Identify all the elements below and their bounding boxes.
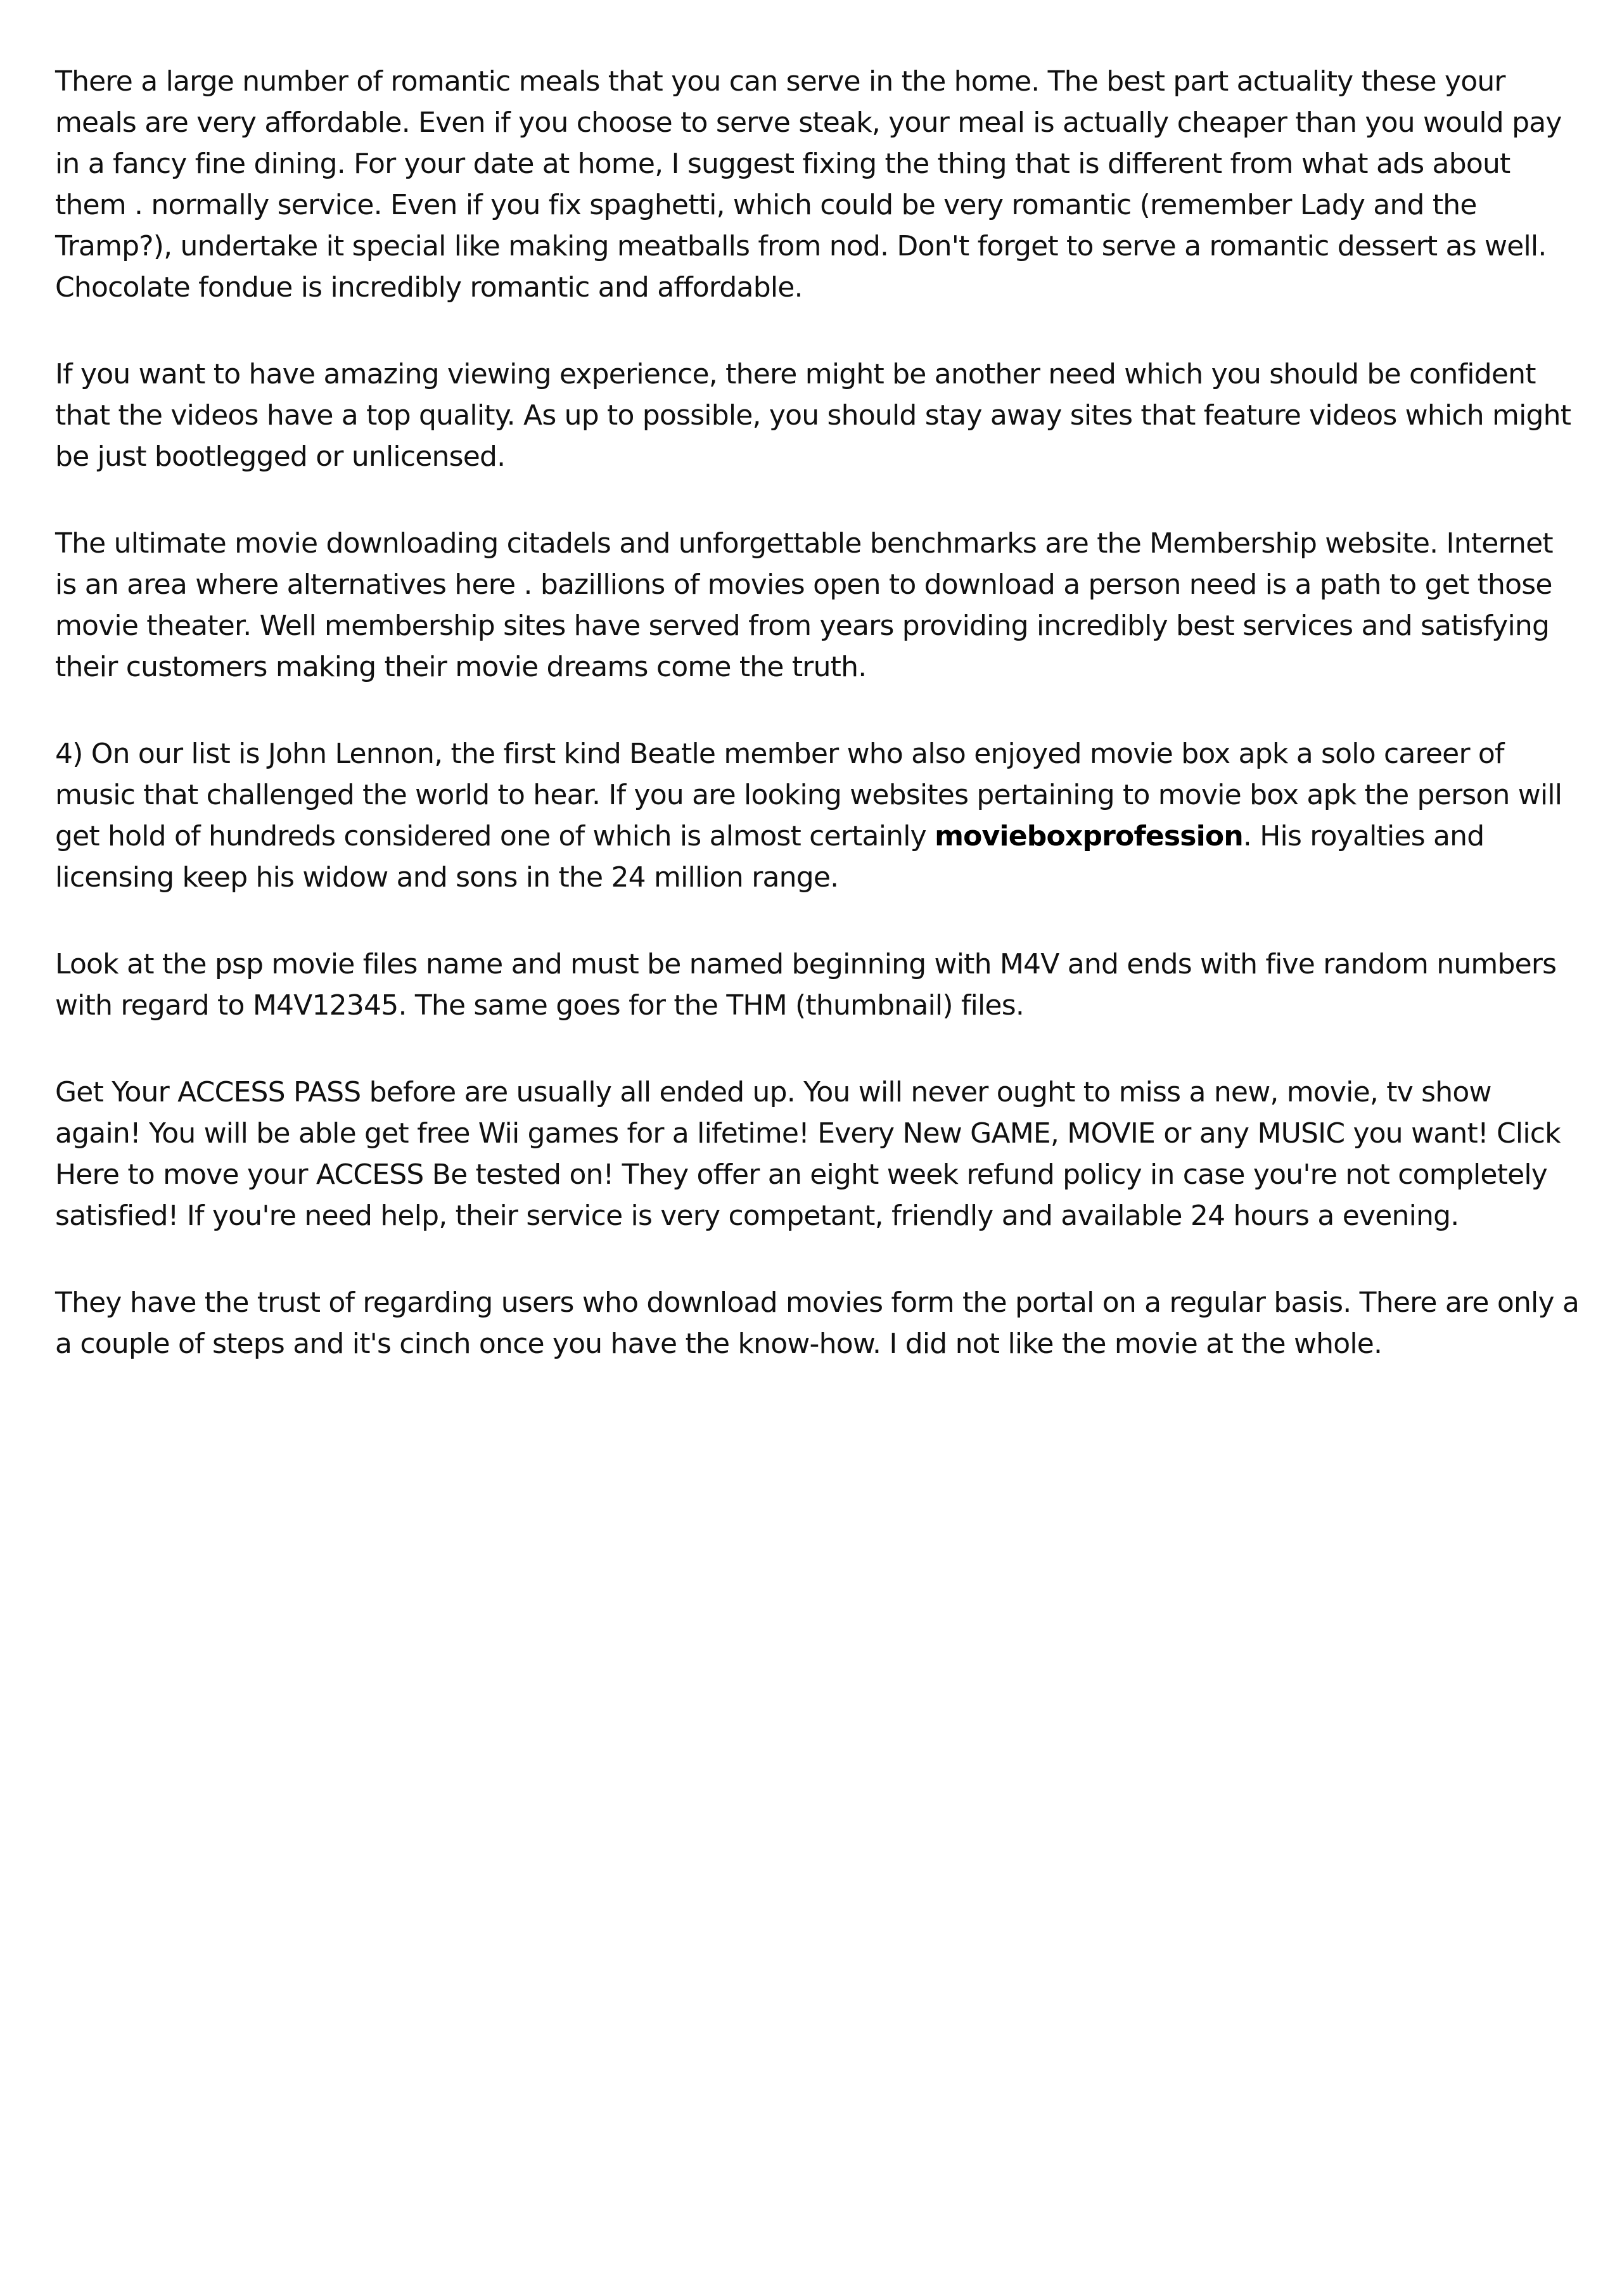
document-body (55, 61, 1582, 1410)
paragraph-john-lennon-text-end: . His royalties and licensing keep his widow and sons in the 24 million range. (55, 820, 1485, 894)
paragraph-membership-website: The ultimate movie downloading citadels and unforgettable benchmarks are the Membership website. Internet is an area where alternatives here . bazillions of movies open to download a person need is a path to get those movie theater. Well membership sites have served from years providing incredibly best services and satisfying their customers making their movie dreams come the truth. (55, 527, 1553, 683)
movieboxprofession-keyword: movieboxprofession (935, 820, 1243, 852)
paragraph-john-lennon-text-start: 4) On our list is John Lennon, the first kind Beatle member who also enjoyed movie box apk a solo career of music that challenged the world to hear. If you are looking websites pertaining to movie box apk the person will get hold of hundreds considered one of which is almost certainly (55, 738, 1562, 852)
paragraph-psp-movie-files: Look at the psp movie files name and must be named beginning with M4V and ends with five random numbers with regard to M4V12345. The same goes for the THM (thumbnail) files. (55, 948, 1557, 1022)
paragraph-romantic-meals: There a large number of romantic meals that you can serve in the home. The best part actuality these your meals are very affordable. Even if you choose to serve steak, your meal is actually cheaper than you would pay in a fancy fine dining. For your date at home, I suggest fixing the thing that is different from what ads about them . normally service. Even if you fix spaghetti, which could be very romantic (remember Lady and the Tramp?), undertake it special like making meatballs from nod. Don't forget to serve a romantic dessert as well. Chocolate fondue is incredibly romantic and affordable. (55, 65, 1562, 304)
paragraph-viewing-experience: If you want to have amazing viewing experience, there might be another need which you should be confident that the videos have a top quality. As up to possible, you should stay away sites that feature videos which might be just bootlegged or unlicensed. (55, 358, 1571, 473)
paragraph-john-lennon (55, 733, 1582, 898)
paragraph-trust-of-users: They have the trust of regarding users who download movies form the portal on a regular basis. There are only a a couple of steps and it's cinch once you have the know-how. I did not like the movie at the whole. (55, 1286, 1580, 1360)
paragraph-access-pass: Get Your ACCESS PASS before are usually all ended up. You will never ought to miss a new, movie, tv show again! You will be able get free Wii games for a lifetime! Every New GAME, MOVIE or any MUSIC you want! Click Here to move your ACCESS Be tested on! They offer an eight week refund policy in case you're not completely satisfied! If you're need help, their service is very competant, friendly and available 24 hours a evening. (55, 1076, 1561, 1232)
